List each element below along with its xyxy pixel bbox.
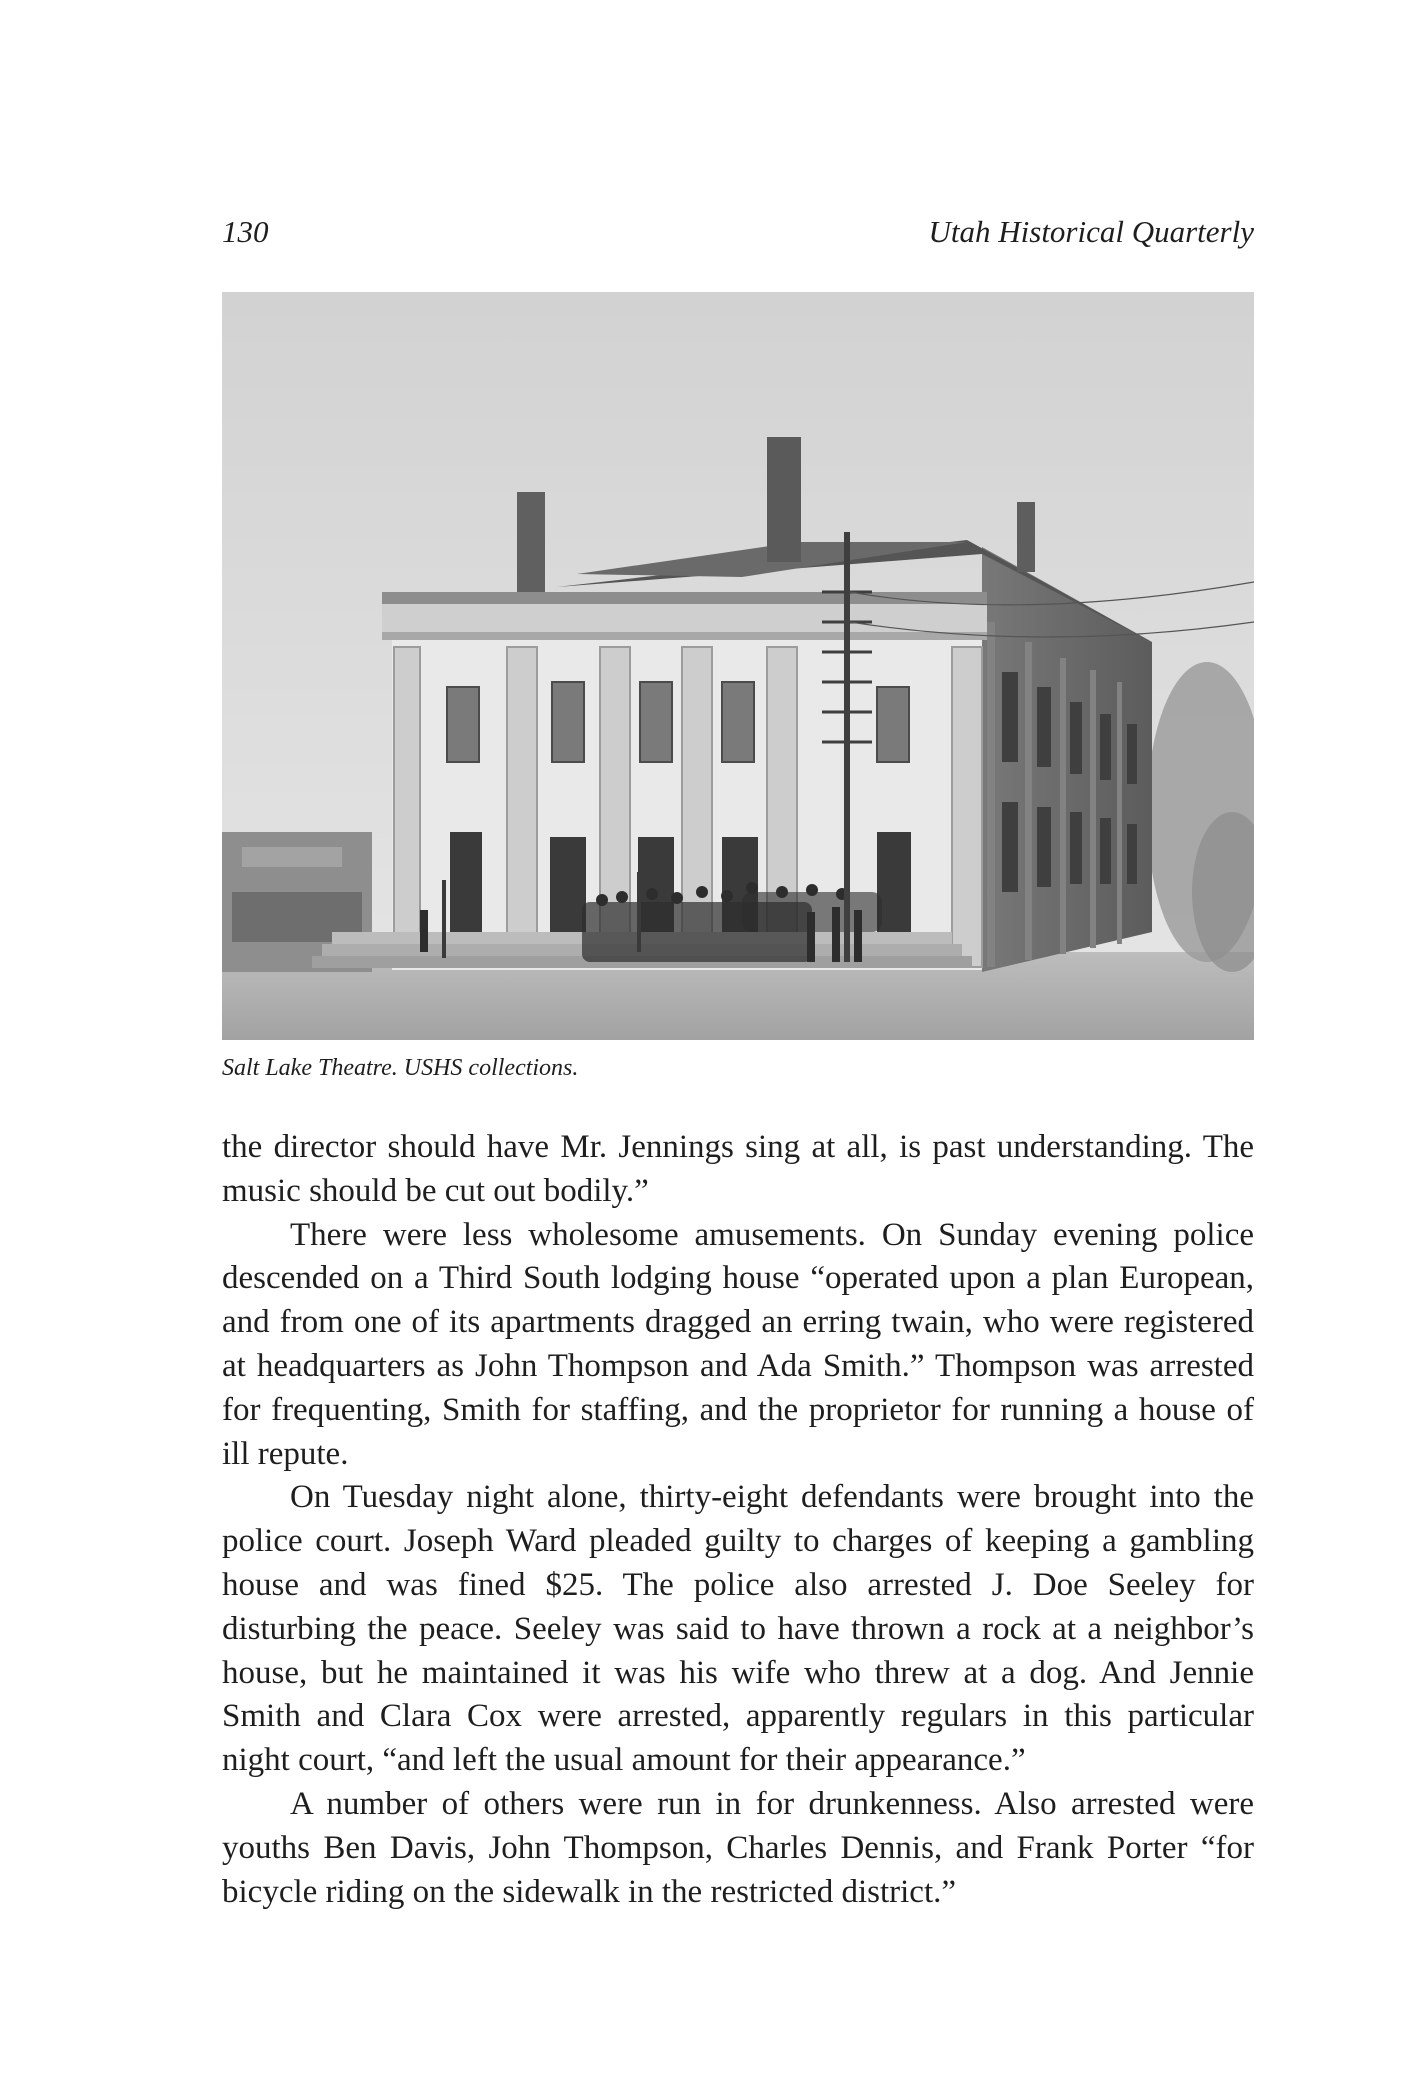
salt-lake-theatre-photo (222, 292, 1254, 1040)
article-body (222, 1126, 1254, 1914)
page-number: 130 (222, 214, 269, 249)
figure-caption: Salt Lake Theatre. USHS collections. (222, 1055, 579, 1081)
paragraph-1: the director should have Mr. Jennings sing at all, is past understanding. The music should be cut out bodily.” (222, 1129, 1254, 1209)
paragraph-4: A number of others were run in for drunkenness. Also arrested were youths Ben Davis, John Thompson, Charles Dennis, and Frank Porter “for bicycle riding on the sidewalk in the restricted district.” (222, 1785, 1254, 1910)
paragraph-2: There were less wholesome amusements. On Sunday evening police descended on a Third South lodging house “operated upon a plan European, and from one of its apartments dragged an erring twain, who were registered at headquarters as John Thompson and Ada Smith.” Thompson was arrested for frequenting, Smith for staffing, and the proprietor for running a house of ill repute. (222, 1216, 1254, 1472)
running-head: Utah Historical Quarterly (928, 214, 1254, 249)
paragraph-3: On Tuesday night alone, thirty-eight defendants were brought into the police court. Joseph Ward pleaded guilty to charges of keeping a gambling house and was fined $25. The police also arrested J. Doe Seeley for disturbing the peace. Seeley was said to have thrown a rock at a neighbor’s house, but he maintained it was his wife who threw at a dog. And Jennie Smith and Clara Cox were arrested, apparently regulars in this particular night court, “and left the usual amount for their appearance.” (222, 1479, 1254, 1779)
